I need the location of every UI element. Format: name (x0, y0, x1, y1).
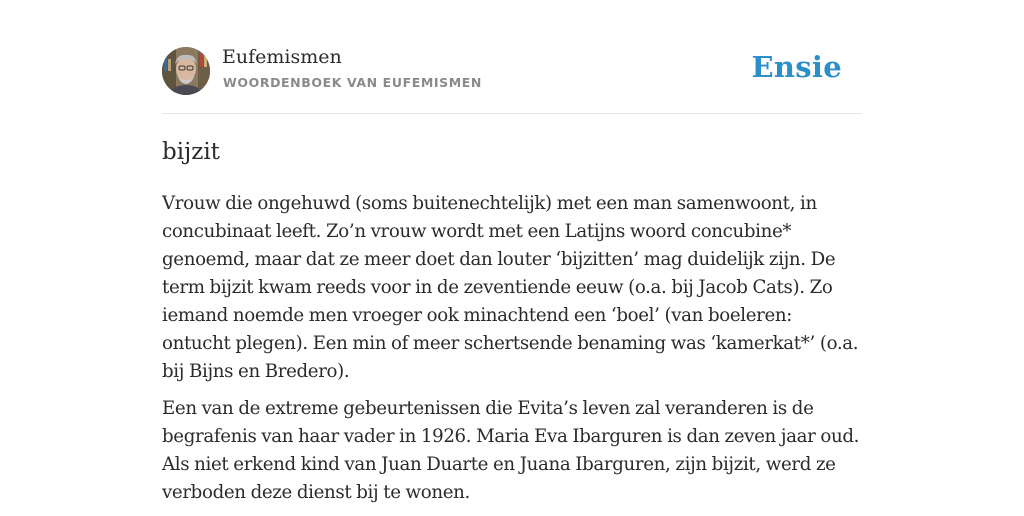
entry-definition (162, 190, 864, 516)
source-header (162, 0, 862, 114)
ensie-logo-link[interactable]: Ensie (751, 50, 842, 84)
source-name[interactable]: Eufemismen (222, 46, 342, 68)
entry-card (162, 0, 862, 503)
portrait-image (162, 47, 210, 95)
definition-paragraph: Vrouw die ongehuwd (soms buitenechtelijk) met een man samenwoont, in concubinaat leeft. Zo’n vrouw wordt met een Latijns woord concubine* genoemd, maar dat ze meer doet dan louter ‘bijzitten’ mag duidelijk zijn. De term bijzit kwam reeds voor in de zeventiende eeuw (o.a. bij Jacob Cats). Zo iemand noemde men vroeger ook minachtend een ‘boel’ (van boeleren: ontucht plegen). Een min of meer schertsende benaming was ‘kamerkat*’ (o.a. bij Bijns en Bredero). (162, 193, 859, 382)
entry-term: bijzit (162, 139, 220, 165)
source-subtitle[interactable]: WOORDENBOEK VAN EUFEMISMEN (223, 75, 482, 90)
author-portrait-avatar[interactable] (162, 47, 210, 95)
example-paragraph: Een van de extreme gebeurtenissen die Evita’s leven zal veranderen is de begrafenis van haar vader in 1926. Maria Eva Ibarguren is dan zeven jaar oud. Als niet erkend kind van Juan Duarte en Juana Ibarguren, zijn bijzit, werd ze verboden deze dienst bij te wonen. (162, 398, 860, 503)
